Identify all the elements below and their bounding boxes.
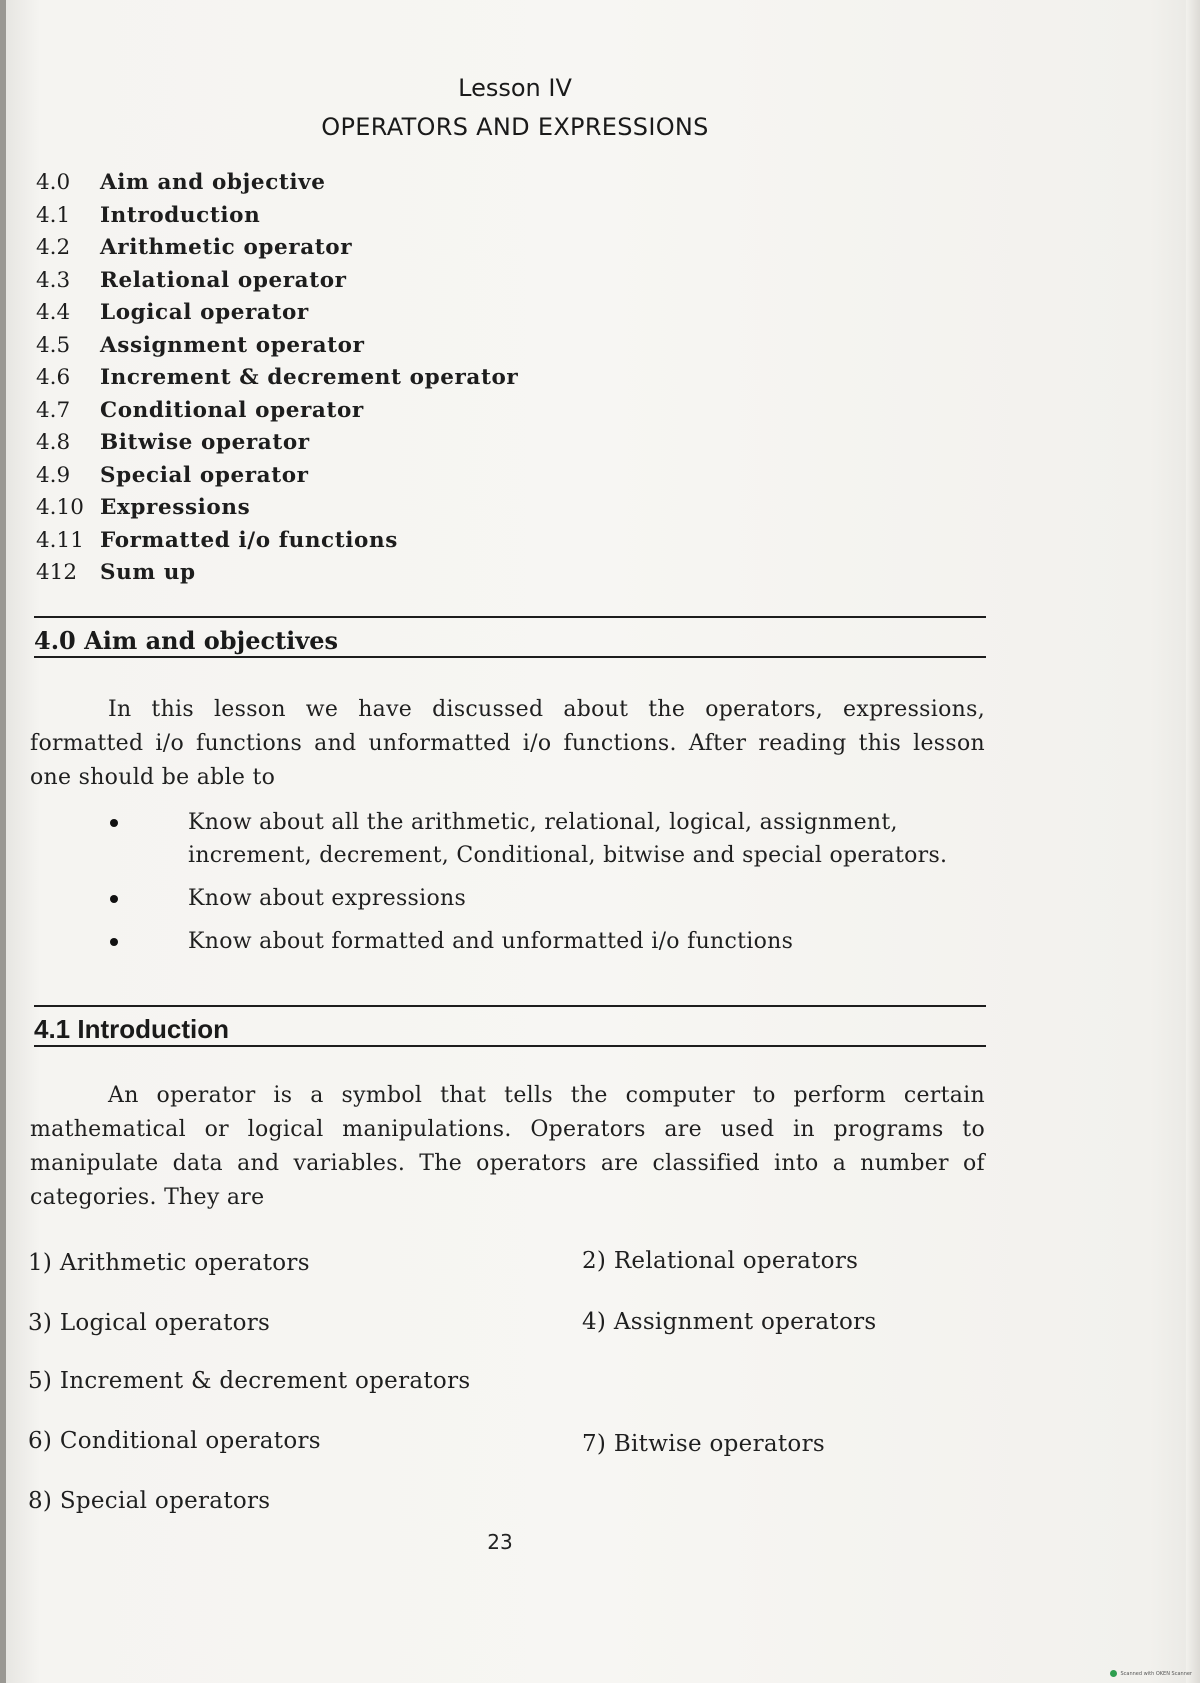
toc-number: 4.8	[36, 430, 71, 455]
toc-label: Logical operator	[100, 300, 309, 325]
toc-number: 4.6	[36, 365, 71, 390]
operator-category: 1) Arithmetic operators	[28, 1250, 310, 1276]
toc-item	[36, 203, 636, 236]
section-heading-aim: 4.0 Aim and objectives	[34, 626, 339, 655]
table-of-contents	[36, 170, 636, 593]
bullet-icon	[110, 895, 118, 903]
toc-label: Formatted i/o functions	[100, 527, 398, 553]
toc-number: 4.2	[36, 235, 71, 260]
scanner-watermark-text: Scanned with OKEN Scanner	[1120, 1670, 1192, 1677]
operator-category: 3) Logical operators	[28, 1310, 271, 1336]
page-edge-shadow	[0, 0, 6, 1683]
page-fold-shadow	[1186, 0, 1200, 1683]
operator-category: 2) Relational operators	[582, 1248, 859, 1274]
toc-item	[36, 430, 636, 463]
toc-item	[36, 365, 636, 398]
objectives-list	[110, 806, 990, 968]
section-divider-top	[34, 1005, 986, 1007]
aim-paragraph: In this lesson we have discussed about the operators, expressions, formatted i/o functions and unformatted i/o functions. After reading this lesson one should be able to	[30, 697, 985, 790]
toc-item	[36, 398, 636, 431]
toc-item	[36, 495, 636, 528]
objective-item	[110, 925, 990, 958]
toc-number: 4.4	[36, 300, 71, 325]
toc-label: Expressions	[100, 495, 251, 520]
lesson-label: Lesson IV	[458, 74, 572, 102]
section-divider-bottom	[34, 656, 986, 658]
operator-category: 6) Conditional operators	[28, 1428, 321, 1454]
toc-item	[36, 560, 636, 593]
toc-label: Arithmetic operator	[100, 235, 353, 260]
toc-number: 4.3	[36, 267, 71, 293]
objective-text: Know about formatted and unformatted i/o functions	[188, 929, 794, 954]
toc-label: Aim and objective	[100, 170, 326, 195]
section-divider-top	[34, 616, 986, 618]
toc-number: 4.0	[36, 170, 71, 195]
toc-item	[36, 268, 636, 301]
bullet-icon	[110, 819, 118, 827]
operator-category: 5) Increment & decrement operators	[28, 1368, 471, 1394]
objective-text: Know about all the arithmetic, relational, logical, assignment, increment, decrement, Conditional, bitwise and special operators.	[188, 810, 948, 868]
introduction-paragraph: An operator is a symbol that tells the computer to perform certain mathematical or logical manipulations. Operators are used in programs to manipulate data and variables. The operators are classified into a number of categories. They are	[30, 1083, 985, 1210]
toc-number: 412	[36, 560, 78, 585]
toc-number: 4.7	[36, 397, 71, 423]
toc-number: 4.5	[36, 332, 71, 358]
page-number: 23	[487, 1530, 513, 1554]
toc-label: Conditional operator	[100, 397, 364, 423]
toc-item	[36, 333, 636, 366]
toc-number: 4.1	[36, 202, 71, 228]
toc-label: Special operator	[100, 462, 309, 488]
toc-item	[36, 528, 636, 561]
operator-category: 7) Bitwise operators	[582, 1431, 825, 1457]
toc-label: Increment & decrement operator	[100, 365, 519, 390]
operator-category: 8) Special operators	[28, 1488, 271, 1514]
scanner-watermark	[1110, 1670, 1192, 1677]
toc-item	[36, 235, 636, 268]
objective-text: Know about expressions	[188, 886, 467, 911]
section-divider-bottom	[34, 1045, 986, 1047]
toc-item	[36, 463, 636, 496]
scanner-logo-icon	[1110, 1670, 1117, 1677]
toc-label: Bitwise operator	[100, 430, 310, 455]
toc-item	[36, 300, 636, 333]
toc-number: 4.10	[36, 495, 84, 520]
section-heading-introduction: 4.1 Introduction	[34, 1014, 229, 1044]
operator-category: 4) Assignment operators	[582, 1309, 877, 1335]
bullet-icon	[110, 938, 118, 946]
lesson-title: OPERATORS AND EXPRESSIONS	[321, 113, 709, 141]
toc-item	[36, 170, 636, 203]
toc-label: Relational operator	[100, 267, 347, 293]
toc-label: Introduction	[100, 202, 261, 228]
objective-item	[110, 882, 990, 915]
toc-number: 4.11	[36, 527, 84, 553]
toc-label: Sum up	[100, 560, 196, 585]
objective-item	[110, 806, 990, 872]
toc-label: Assignment operator	[100, 332, 365, 358]
toc-number: 4.9	[36, 462, 71, 488]
